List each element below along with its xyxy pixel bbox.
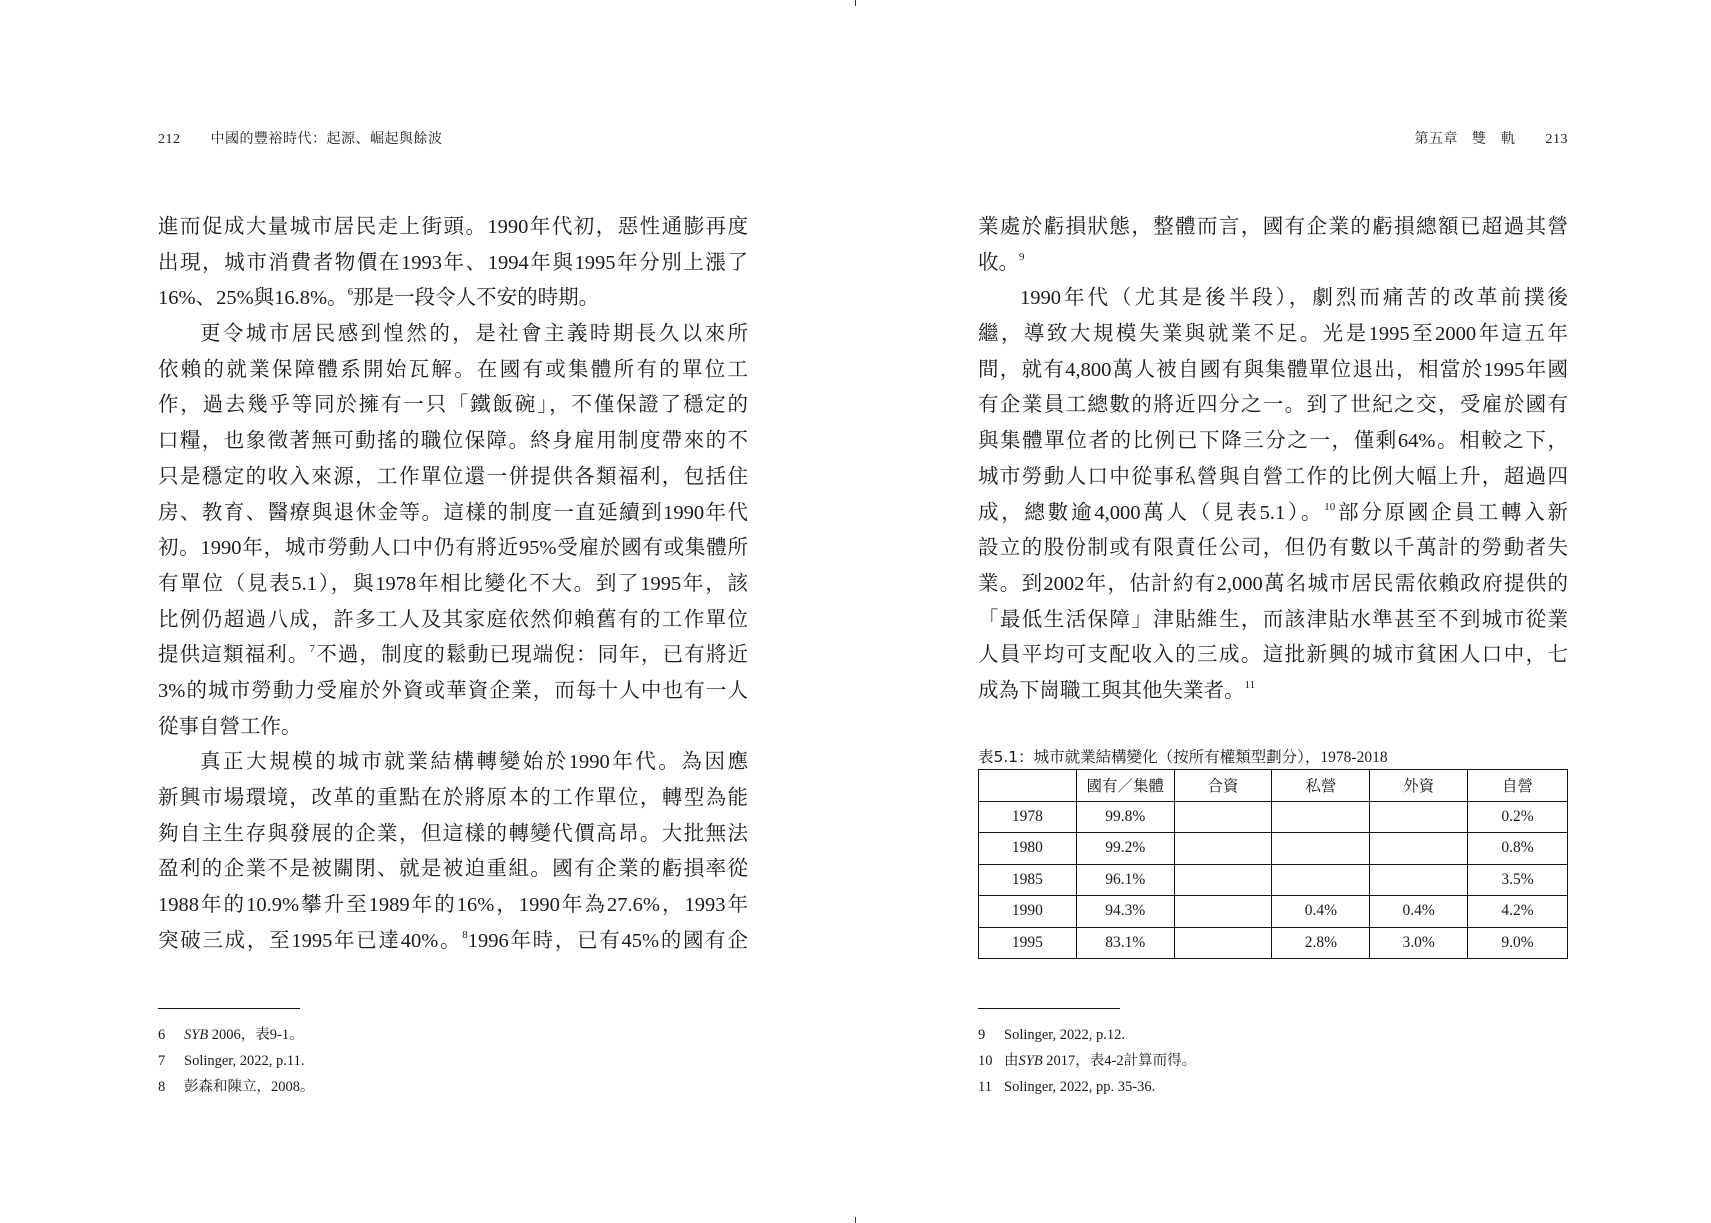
- footnote: [158, 1022, 315, 1048]
- line-text: 收。: [978, 251, 1019, 274]
- text-line: [158, 317, 748, 353]
- table-cell: [1174, 864, 1272, 896]
- footnote-text: [184, 1079, 315, 1095]
- table-header-row: [979, 770, 1568, 802]
- line-text: 「最低生活保障」津貼維生，而該津貼水準甚至不到城市從業: [978, 608, 1568, 631]
- table-cell: 99.2%: [1076, 833, 1174, 865]
- line-text: 城市勞動人口中從事私營與自營工作的比例大幅上升，超過四: [978, 465, 1568, 488]
- footnote-divider: [158, 1008, 300, 1009]
- line-text: 3%的城市勞動力受雇於外資或華資企業，而每十人中也有一人: [158, 679, 748, 702]
- line-text: 提供這類福利。: [158, 644, 310, 667]
- footnote-body: Solinger, 2022, pp. 35-36.: [1004, 1079, 1156, 1095]
- line-text: 業。到2002年，估計約有2,000萬名城市居民需依賴政府提供的: [978, 572, 1568, 595]
- line-text: 作，過去幾乎等同於擁有一只「鐵飯碗」，不僅保證了穩定的: [158, 394, 748, 417]
- line-text: 成，總數逾4,000萬人（見表5.1）。: [978, 501, 1325, 524]
- table-cell: [1174, 833, 1272, 865]
- line-text: 依賴的就業保障體系開始瓦解。在國有或集體所有的單位工: [158, 358, 748, 381]
- text-line: [978, 567, 1568, 603]
- text-line: [978, 531, 1568, 567]
- line-text: 間，就有4,800萬人被自國有與集體單位退出，相當於1995年國: [978, 358, 1568, 381]
- footnote: [978, 1074, 1196, 1100]
- table-cell: [1174, 801, 1272, 833]
- text-line: [978, 424, 1568, 460]
- footnote-text: [1004, 1027, 1125, 1043]
- table-header-cell: 國有／集體: [1076, 770, 1174, 802]
- text-line: [978, 603, 1568, 639]
- table-header-cell: [979, 770, 1077, 802]
- line-text: 出現，城市消費者物價在1993年、1994年與1995年分別上漲了: [158, 251, 748, 274]
- footnote-body: Solinger, 2022, p.12.: [1004, 1027, 1126, 1043]
- table-cell: 94.3%: [1076, 896, 1174, 928]
- crop-mark-top: [855, 0, 856, 6]
- table-caption: [978, 745, 1388, 767]
- table-cell: 2.8%: [1272, 927, 1370, 959]
- footnote-body: 2006，表9-1。: [208, 1027, 304, 1043]
- table-cell: 0.4%: [1370, 896, 1468, 928]
- footnote-text: [1004, 1079, 1155, 1095]
- left-body-text: [158, 210, 748, 959]
- year-cell: 1980: [979, 833, 1077, 865]
- line-text: 只是穩定的收入來源，工作單位還一併提供各類福利，包括住: [158, 465, 748, 488]
- footnote-ref: 6: [347, 286, 354, 299]
- table-cell: 99.8%: [1076, 801, 1174, 833]
- page-number: 213: [1545, 132, 1568, 147]
- table-row: [979, 927, 1568, 959]
- footnote: [158, 1074, 315, 1100]
- line-text: 比例仍超過八成，許多工人及其家庭依然仰賴舊有的工作單位: [158, 608, 748, 631]
- text-line: [978, 460, 1568, 496]
- text-line: [158, 424, 748, 460]
- table-cell: 0.4%: [1272, 896, 1370, 928]
- table-cell: [1174, 896, 1272, 928]
- table-cell: [1174, 927, 1272, 959]
- line-text: 人員平均可支配收入的三成。這批新興的城市貧困人口中，七: [978, 644, 1568, 667]
- table-cell: 4.2%: [1468, 896, 1568, 928]
- text-line: [978, 496, 1568, 532]
- line-text: 進而促成大量城市居民走上街頭。1990年代初，惡性通膨再度: [158, 216, 748, 238]
- text-line: [158, 924, 748, 960]
- line-text: 繼，導致大規模失業與就業不足。光是1995至2000年這五年: [978, 323, 1568, 346]
- table-cell: [1370, 864, 1468, 896]
- line-text: 真正大規模的城市就業結構轉變始於1990年代。為因應: [200, 751, 748, 774]
- year-cell: 1995: [979, 927, 1077, 959]
- table-header-cell: 私營: [1272, 770, 1370, 802]
- line-text: 與集體單位者的比例已下降三分之一，僅剩64%。相較之下，: [978, 430, 1568, 453]
- line-text: 16%、25%與16.8%。: [158, 287, 348, 310]
- text-line: [158, 852, 748, 888]
- footnote-number: 6: [158, 1027, 166, 1043]
- footnote-body: Solinger, 2022, p.11.: [184, 1053, 305, 1069]
- text-line: [158, 781, 748, 817]
- footnote-divider: [978, 1008, 1120, 1009]
- footnote-text: [1004, 1053, 1196, 1069]
- footnote-body: 彭森和陳立，2008。: [184, 1079, 315, 1095]
- table-cell: 96.1%: [1076, 864, 1174, 896]
- footnote-ref: 10: [1324, 500, 1336, 513]
- line-text: 更令城市居民感到惶然的，是社會主義時期長久以來所: [200, 323, 748, 346]
- year-cell: 1978: [979, 801, 1077, 833]
- text-line: [158, 710, 748, 746]
- table-cell: 9.0%: [1468, 927, 1568, 959]
- footnote-body: 2017，表4-2計算而得。: [1042, 1053, 1197, 1069]
- table-cell: [1370, 801, 1468, 833]
- text-line: [978, 353, 1568, 389]
- left-running-head: [158, 128, 443, 148]
- table-caption-title: 表5.1：城市就業結構變化（按所有權類型劃分），: [978, 748, 1321, 766]
- text-line: [978, 246, 1568, 282]
- footnote-number: 7: [158, 1053, 166, 1069]
- text-line: [158, 281, 748, 317]
- text-line: [978, 210, 1568, 246]
- footnote: [978, 1022, 1196, 1048]
- chapter-label: 第五章: [1414, 132, 1458, 147]
- line-text: 1996年時，已有45%的國有企: [467, 929, 748, 952]
- line-text: 口糧，也象徵著無可動搖的職位保障。終身雇用制度帶來的不: [158, 430, 748, 453]
- text-line: [158, 603, 748, 639]
- footnote-prefix: 由: [1004, 1053, 1019, 1069]
- line-text: 新興市場環境，改革的重點在於將原本的工作單位，轉型為能: [158, 787, 748, 809]
- table-header-cell: 自營: [1468, 770, 1568, 802]
- line-text: 從事自營工作。: [158, 715, 302, 738]
- footnote-number: 11: [978, 1079, 992, 1095]
- line-text: 成為下崗職工與其他失業者。: [978, 679, 1245, 702]
- line-text: 業處於虧損狀態，整體而言，國有企業的虧損總額已超過其營: [978, 216, 1568, 238]
- footnote-source: SYB: [184, 1027, 209, 1043]
- table-header-cell: 外資: [1370, 770, 1468, 802]
- text-line: [158, 888, 748, 924]
- table-row: [979, 801, 1568, 833]
- text-line: [158, 638, 748, 674]
- table-cell: 0.8%: [1468, 833, 1568, 865]
- line-text: 那是一段令人不安的時期。: [353, 287, 600, 310]
- line-text: 突破三成，至1995年已達40%。: [158, 929, 463, 952]
- chapter-title: 雙 軌: [1472, 132, 1516, 147]
- line-text: 有企業員工總數的將近四分之一。到了世紀之交，受雇於國有: [978, 394, 1568, 417]
- text-line: [158, 460, 748, 496]
- table-cell: 0.2%: [1468, 801, 1568, 833]
- text-line: [158, 210, 748, 246]
- footnote-ref: 9: [1019, 250, 1025, 263]
- table-cell: [1272, 833, 1370, 865]
- table-cell: 3.5%: [1468, 864, 1568, 896]
- footnote: [978, 1048, 1196, 1074]
- book-title: 中國的豐裕時代：起源、崛起與餘波: [210, 132, 443, 147]
- page-number: 212: [158, 132, 181, 147]
- line-text: 夠自主生存與發展的企業，但這樣的轉變代價高昂。大批無法: [158, 822, 748, 845]
- line-text: 房、教育、醫療與退休金等。這樣的制度一直延續到1990年代: [158, 501, 748, 524]
- text-line: [158, 388, 748, 424]
- footnote-ref: 8: [462, 928, 468, 941]
- table-row: [979, 896, 1568, 928]
- line-text: 部分原國企員工轉入新: [1335, 501, 1569, 524]
- table-cell: 3.0%: [1370, 927, 1468, 959]
- text-line: [158, 496, 748, 532]
- text-line: [158, 745, 748, 781]
- table-row: [979, 833, 1568, 865]
- right-footnotes: [978, 1022, 1196, 1100]
- table-caption-years: 1978-2018: [1320, 749, 1388, 766]
- text-line: [158, 531, 748, 567]
- table-header-cell: 合資: [1174, 770, 1272, 802]
- text-line: [978, 281, 1568, 317]
- line-text: 1990年代（尤其是後半段），劇烈而痛苦的改革前撲後: [1020, 287, 1568, 310]
- table-cell: [1272, 801, 1370, 833]
- year-cell: 1985: [979, 864, 1077, 896]
- right-body-text: [978, 210, 1568, 710]
- right-running-head: [1415, 128, 1569, 148]
- table-cell: [1370, 833, 1468, 865]
- footnote-ref: 11: [1244, 678, 1256, 691]
- table-cell: 83.1%: [1076, 927, 1174, 959]
- footnote-number: 9: [978, 1027, 986, 1043]
- footnote-ref: 7: [309, 643, 316, 656]
- line-text: 設立的股份制或有限責任公司，但仍有數以千萬計的勞動者失: [978, 537, 1568, 560]
- crop-mark-bottom: [855, 1217, 856, 1223]
- table-row: [979, 864, 1568, 896]
- employment-structure-table: [978, 769, 1568, 959]
- text-line: [158, 567, 748, 603]
- line-text: 不過，制度的鬆動已現端倪：同年，已有將近: [315, 644, 749, 667]
- footnote-text: [184, 1053, 305, 1069]
- table-cell: [1272, 864, 1370, 896]
- text-line: [978, 388, 1568, 424]
- text-line: [158, 353, 748, 389]
- text-line: [978, 638, 1568, 674]
- left-footnotes: [158, 1022, 315, 1100]
- text-line: [158, 246, 748, 282]
- line-text: 盈利的企業不是被關閉、就是被迫重組。國有企業的虧損率從: [158, 858, 748, 881]
- footnote-source: SYB: [1018, 1053, 1043, 1069]
- year-cell: 1990: [979, 896, 1077, 928]
- footnote: [158, 1048, 315, 1074]
- line-text: 1988年的10.9%攀升至1989年的16%，1990年為27.6%，1993年: [158, 894, 748, 917]
- text-line: [978, 674, 1568, 710]
- footnote-number: 8: [158, 1079, 166, 1095]
- line-text: 有單位（見表5.1），與1978年相比變化不大。到了1995年，該: [158, 572, 748, 595]
- footnote-text: [184, 1027, 304, 1043]
- text-line: [158, 674, 748, 710]
- text-line: [158, 817, 748, 853]
- line-text: 初。1990年，城市勞動人口中仍有將近95%受雇於國有或集體所: [158, 537, 748, 560]
- text-line: [978, 317, 1568, 353]
- footnote-number: 10: [978, 1053, 993, 1069]
